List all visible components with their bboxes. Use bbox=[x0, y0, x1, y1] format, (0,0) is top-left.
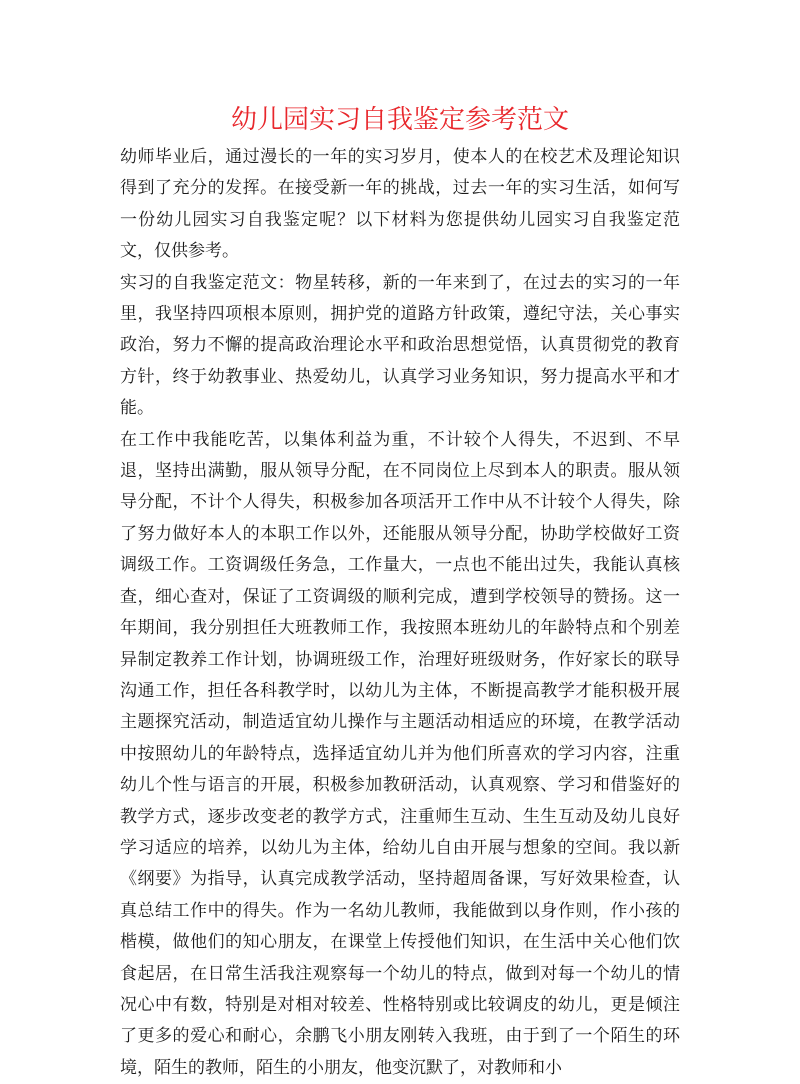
paragraph-intro: 幼师毕业后，通过漫长的一年的实习岁月，使本人的在校艺术及理论知识得到了充分的发挥。在接受新一年的挑战，过去一年的实习生活，如何写一份幼儿园实习自我鉴定呢？以下材料为您提供幼儿园实习自我鉴定范文，仅供参考。 bbox=[120, 147, 680, 262]
paragraph-work: 在工作中我能吃苦，以集体利益为重，不计较个人得失，不迟到、不早退，坚持出满勤，服从领导分配，在不同岗位上尽到本人的职责。服从领导分配，不计个人得失，积极参加各项活开工作中从不计较个人得失，除了努力做好本人的本职工作以外，还能服从领导分配，协助学校做好工资调级工作。工资调级任务急，工作量大，一点也不能出过失，我能认真核查，细心查对，保证了工资调级的顺利完成，遭到学校领导的赞扬。这一年期间，我分别担任大班教师工作，我按照本班幼儿的年龄特点和个别差异制定教养工作计划，协调班级工作，治理好班级财务，作好家长的联导沟通工作，担任各科教学时，以幼儿为主体，不断提高教学才能积极开展主题探究活动，制造适宜幼儿操作与主题活动相适应的环境，在教学活动中按照幼儿的年龄特点，选择适宜幼儿并为他们所喜欢的学习内容，注重幼儿个性与语言的开展，积极参加教研活动，认真观察、学习和借鉴好的教学方式，逐步改变老的教学方式，注重师生互动、生生互动及幼儿良好学习适应的培养，以幼儿为主体，给幼儿自由开展与想象的空间。我以新《纲要》为指导，认真完成教学活动，坚持超周备课，写好效果检查，认真总结工作中的得失。作为一名幼儿教师，我能做到以身作则，作小孩的楷模，做他们的知心朋友，在课堂上传授他们知识，在生活中关心他们饮食起居，在日常生活我注观察每一个幼儿的特点，做到对每一个幼儿的情况心中有数，特别是对相对较差、性格特别或比较调皮的幼儿，更是倾注了更多的爱心和耐心，余鹏飞小朋友刚转入我班，由于到了一个陌生的环境，陌生的教师，陌生的小朋友，他变沉默了，对教师和小 bbox=[120, 429, 680, 1078]
paragraph-self-assessment: 实习的自我鉴定范文：物星转移，新的一年来到了，在过去的实习的一年里，我坚持四项根本原则，拥护党的道路方针政策，遵纪守法，关心事实政治，努力不懈的提高政治理论水平和政治思想觉悟，认真贯彻党的教育方针，终于幼教事业、热爱幼儿，认真学习业务知识，努力提高水平和才能。 bbox=[120, 272, 680, 419]
document-title: 幼儿园实习自我鉴定参考范文 bbox=[230, 105, 569, 135]
document-body bbox=[120, 142, 680, 1084]
